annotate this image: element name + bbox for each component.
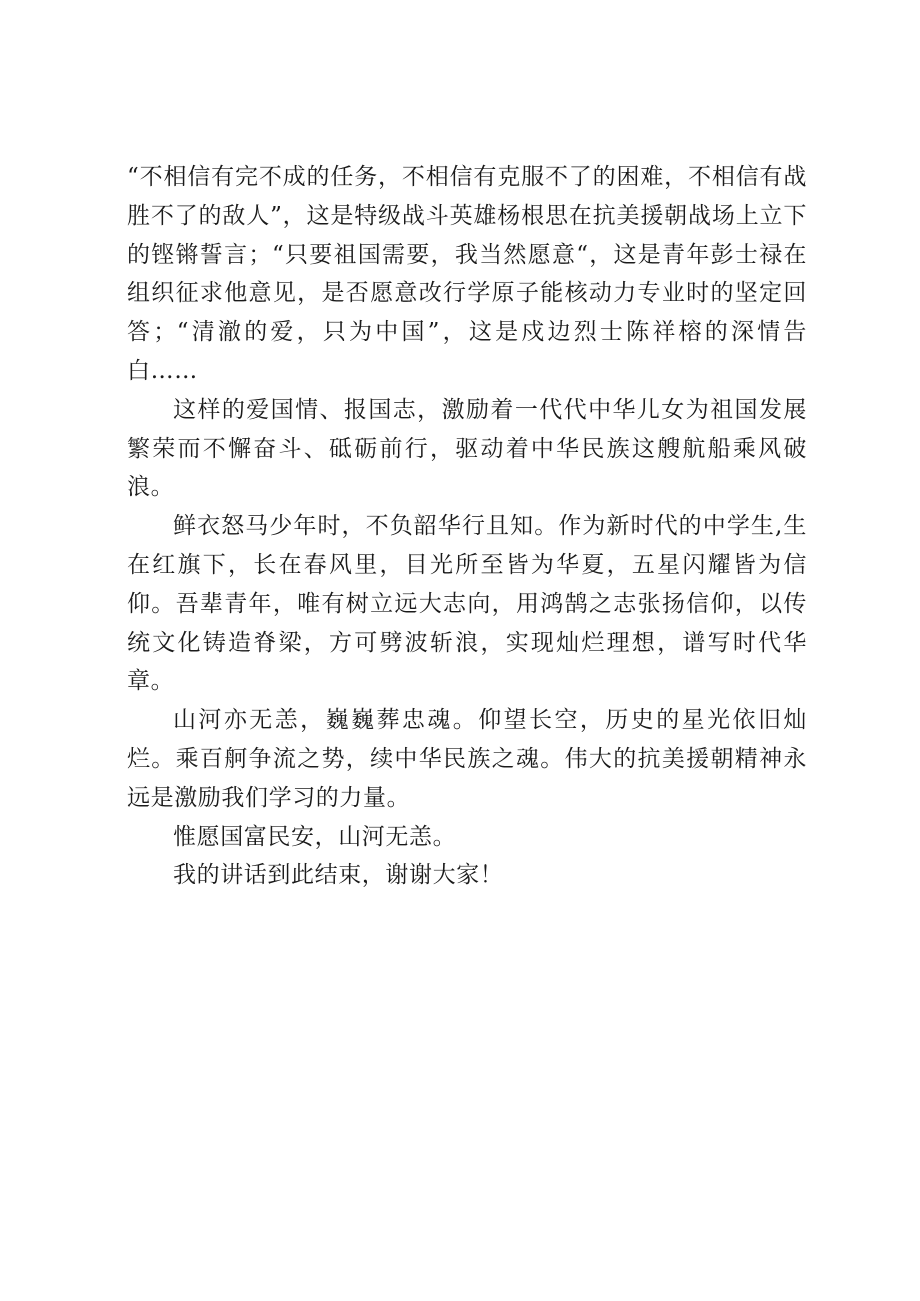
paragraph-5: 惟愿国富民安，山河无恙。: [173, 823, 457, 850]
paragraph-4: 山河亦无恙，巍巍葬忠魂。仰望长空，历史的星光依旧灿烂。乘百舸争流之势，续中华民族之魂。伟大的抗美援朝精神永远是激励我们学习的力量。: [127, 707, 807, 811]
document-body: [127, 158, 807, 895]
paragraph-3: 鲜衣怒马少年时，不负韶华行且知。作为新时代的中学生,生在红旗下，长在春风里，目光所至皆为华夏，五星闪耀皆为信仰。吾辈青年，唯有树立远大志向，用鸿鹄之志张扬信仰，以传统文化铸造脊梁，方可劈波斩浪，实现灿烂理想，谱写时代华章。: [127, 513, 807, 695]
paragraph-2: 这样的爱国情、报国志，激励着一代代中华儿女为祖国发展繁荣而不懈奋斗、砥砺前行，驱动着中华民族这艘航船乘风破浪。: [127, 396, 807, 501]
paragraph-1: “不相信有完不成的任务，不相信有克服不了的困难，不相信有战胜不了的敌人”，这是特级战斗英雄杨根思在抗美援朝战场上立下的铿锵誓言；“只要祖国需要，我当然愿意“，这是青年彭士禄在组织征求他意见，是否愿意改行学原子能核动力专业时的坚定回答；“清澈的爱，只为中国”，这是戍边烈士陈祥榕的深情告白……: [127, 164, 807, 384]
paragraph-6: 我的讲话到此结束，谢谢大家！: [173, 862, 504, 889]
